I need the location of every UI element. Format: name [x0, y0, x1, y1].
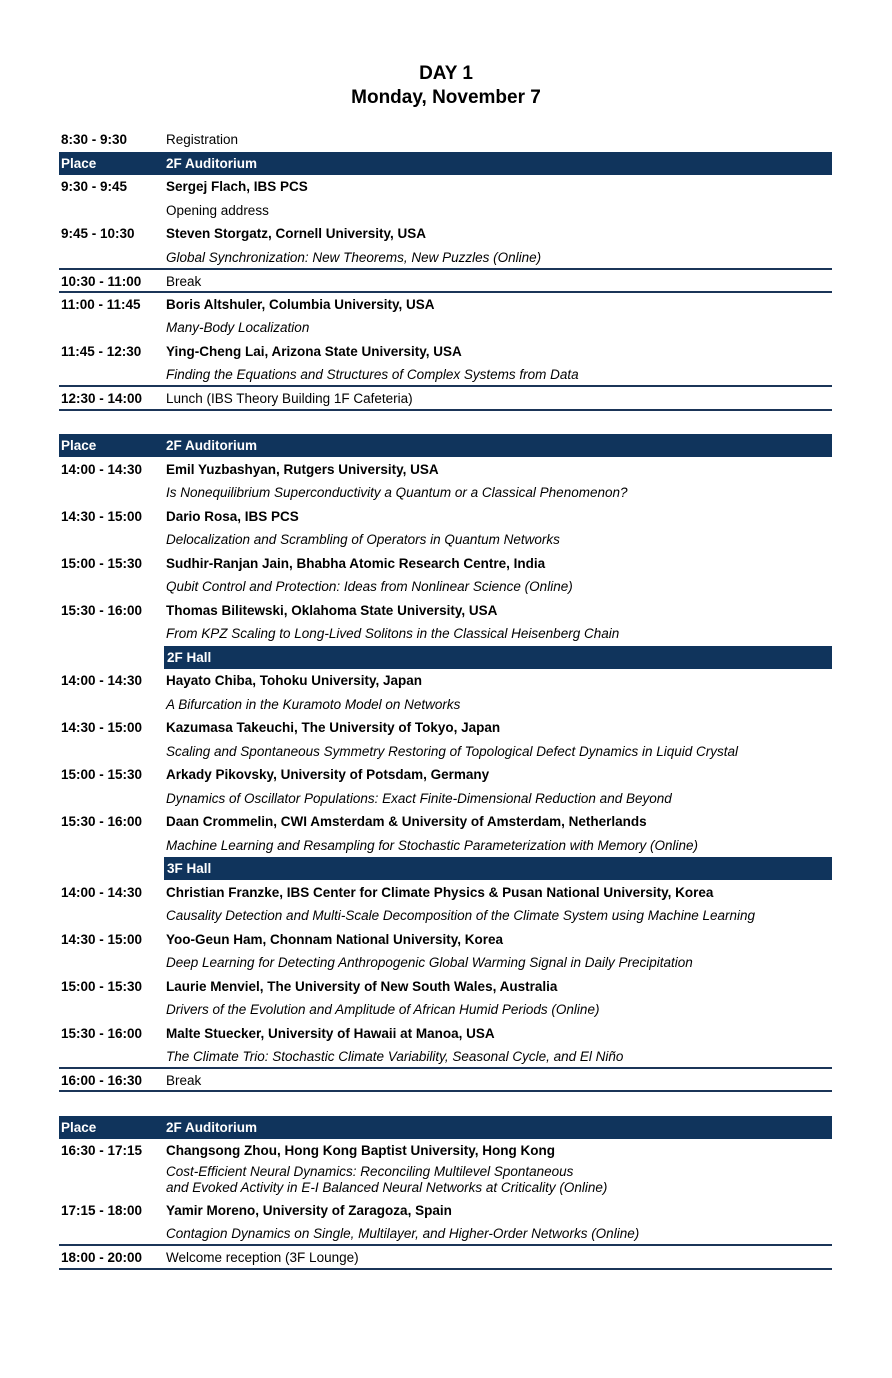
day-title: DAY 1	[419, 63, 473, 84]
talk-title: Is Nonequilibrium Superconductivity a Quantum or a Classical Phenomenon?	[166, 485, 628, 500]
schedule-row	[59, 669, 832, 692]
speaker: Emil Yuzbashyan, Rutgers University, USA	[166, 462, 439, 477]
schedule-row	[59, 458, 832, 481]
schedule-row	[59, 787, 832, 810]
time-slot: 16:00 - 16:30	[61, 1073, 143, 1088]
speaker: Daan Crommelin, CWI Amsterdam & University of Amsterdam, Netherlands	[166, 814, 647, 829]
talk-title: Qubit Control and Protection: Ideas from Nonlinear Science (Online)	[166, 579, 573, 594]
time-slot: 11:00 - 11:45	[61, 297, 141, 312]
schedule-row	[59, 528, 832, 551]
hall-name: 2F Hall	[167, 650, 212, 665]
schedule-row	[59, 552, 832, 575]
schedule-row	[59, 928, 832, 951]
time-slot: 14:30 - 15:00	[61, 720, 143, 735]
speaker: Yoo-Geun Ham, Chonnam National University, Korea	[166, 932, 504, 947]
speaker: Changsong Zhou, Hong Kong Baptist University, Hong Kong	[166, 1143, 555, 1158]
schedule-row	[59, 481, 832, 504]
event-label: Break	[166, 274, 202, 289]
schedule-row	[59, 904, 832, 927]
schedule-row	[59, 246, 832, 269]
time-slot: 14:30 - 15:00	[61, 932, 143, 947]
divider-line	[59, 1090, 832, 1092]
speaker: Hayato Chiba, Tohoku University, Japan	[166, 673, 423, 688]
schedule-row	[59, 175, 832, 198]
schedule-row	[59, 740, 832, 763]
talk-title: From KPZ Scaling to Long-Lived Solitons in the Classical Heisenberg Chain	[166, 626, 620, 641]
schedule-row	[59, 834, 832, 857]
speaker: Yamir Moreno, University of Zaragoza, Spain	[166, 1203, 452, 1218]
talk-title: Drivers of the Evolution and Amplitude of African Humid Periods (Online)	[166, 1002, 600, 1017]
schedule-row	[59, 1045, 832, 1068]
schedule-row-break	[59, 270, 832, 293]
talk-title	[166, 1164, 607, 1196]
place-label: Place	[61, 438, 97, 453]
schedule-row	[59, 293, 832, 316]
time-slot: 15:30 - 16:00	[61, 1026, 143, 1041]
schedule-row	[59, 975, 832, 998]
place-name: 2F Auditorium	[166, 1120, 257, 1135]
time-slot: 16:30 - 17:15	[61, 1143, 143, 1158]
place-header-bar	[59, 1116, 832, 1139]
talk-title: Scaling and Spontaneous Symmetry Restoring of Topological Defect Dynamics in Liquid Crystal	[166, 744, 739, 759]
time-slot: 14:00 - 14:30	[61, 462, 143, 477]
time-slot: 17:15 - 18:00	[61, 1203, 143, 1218]
hall-header-bar	[164, 857, 832, 880]
hall-name: 3F Hall	[167, 861, 212, 876]
time-slot: 15:30 - 16:00	[61, 603, 143, 618]
schedule-row	[59, 505, 832, 528]
talk-title: The Climate Trio: Stochastic Climate Variability, Seasonal Cycle, and El Niño	[166, 1049, 624, 1064]
time-slot: 14:00 - 14:30	[61, 885, 143, 900]
schedule-row	[59, 693, 832, 716]
event-label: Lunch (IBS Theory Building 1F Cafeteria)	[166, 391, 413, 406]
schedule-row	[59, 1022, 832, 1045]
schedule-row	[59, 316, 832, 339]
schedule-row	[59, 363, 832, 386]
schedule-row-break	[59, 1069, 832, 1092]
schedule-row	[59, 998, 832, 1021]
speaker: Sergej Flach, IBS PCS	[166, 179, 308, 194]
schedule-row-lunch	[59, 387, 832, 410]
time-slot: 15:00 - 15:30	[61, 767, 143, 782]
speaker: Ying-Cheng Lai, Arizona State University, USA	[166, 344, 462, 359]
time-slot: 15:00 - 15:30	[61, 556, 143, 571]
talk-title: Global Synchronization: New Theorems, New Puzzles (Online)	[166, 250, 542, 265]
time-slot: 8:30 - 9:30	[61, 132, 128, 147]
schedule-row	[59, 1199, 832, 1222]
schedule-row	[59, 575, 832, 598]
speaker: Thomas Bilitewski, Oklahoma State University, USA	[166, 603, 498, 618]
day-date: Monday, November 7	[351, 87, 541, 108]
schedule-row	[59, 716, 832, 739]
talk-title: Contagion Dynamics on Single, Multilayer, and Higher-Order Networks (Online)	[166, 1226, 640, 1241]
speaker: Boris Altshuler, Columbia University, USA	[166, 297, 435, 312]
schedule-row	[59, 881, 832, 904]
schedule-row	[59, 1139, 832, 1162]
time-slot: 10:30 - 11:00	[61, 274, 142, 289]
place-header-bar	[59, 152, 832, 175]
talk-title-line: Cost-Efficient Neural Dynamics: Reconciling Multilevel Spontaneous	[166, 1164, 574, 1179]
schedule-row	[59, 340, 832, 363]
schedule-row-registration	[59, 128, 832, 151]
talk-title-line: and Evoked Activity in E-I Balanced Neural Networks at Criticality (Online)	[166, 1180, 608, 1195]
event-label: Break	[166, 1073, 202, 1088]
speaker: Dario Rosa, IBS PCS	[166, 509, 299, 524]
talk-title: Opening address	[166, 203, 269, 218]
speaker: Malte Stuecker, University of Hawaii at Manoa, USA	[166, 1026, 495, 1041]
place-label: Place	[61, 1120, 97, 1135]
divider-line	[59, 1268, 832, 1270]
schedule-row	[59, 622, 832, 645]
talk-title: Finding the Equations and Structures of Complex Systems from Data	[166, 367, 579, 382]
event-label: Registration	[166, 132, 239, 147]
place-name: 2F Auditorium	[166, 438, 257, 453]
schedule-row-reception	[59, 1246, 832, 1269]
schedule-row	[59, 763, 832, 786]
talk-title: Machine Learning and Resampling for Stochastic Parameterization with Memory (Online)	[166, 838, 698, 853]
time-slot: 18:00 - 20:00	[61, 1250, 143, 1265]
speaker: Arkady Pikovsky, University of Potsdam, Germany	[166, 767, 490, 782]
time-slot: 15:00 - 15:30	[61, 979, 143, 994]
talk-title: A Bifurcation in the Kuramoto Model on Networks	[166, 697, 461, 712]
hall-header-bar	[164, 646, 832, 669]
place-label: Place	[61, 156, 97, 171]
time-slot: 11:45 - 12:30	[61, 344, 142, 359]
time-slot: 14:00 - 14:30	[61, 673, 143, 688]
schedule-row	[59, 199, 832, 222]
place-name: 2F Auditorium	[166, 156, 257, 171]
schedule-row	[59, 222, 832, 245]
time-slot: 15:30 - 16:00	[61, 814, 143, 829]
talk-title: Deep Learning for Detecting Anthropogenic Global Warming Signal in Daily Precipitation	[166, 955, 693, 970]
speaker: Laurie Menviel, The University of New South Wales, Australia	[166, 979, 558, 994]
schedule-row	[59, 951, 832, 974]
speaker: Steven Storgatz, Cornell University, USA	[166, 226, 427, 241]
time-slot: 9:45 - 10:30	[61, 226, 135, 241]
speaker: Christian Franzke, IBS Center for Climate Physics & Pusan National University, Korea	[166, 885, 714, 900]
speaker: Sudhir-Ranjan Jain, Bhabha Atomic Research Centre, India	[166, 556, 546, 571]
talk-title: Delocalization and Scrambling of Operators in Quantum Networks	[166, 532, 560, 547]
speaker: Kazumasa Takeuchi, The University of Tokyo, Japan	[166, 720, 501, 735]
talk-title: Dynamics of Oscillator Populations: Exact Finite-Dimensional Reduction and Beyond	[166, 791, 672, 806]
talk-title: Many-Body Localization	[166, 320, 310, 335]
time-slot: 9:30 - 9:45	[61, 179, 128, 194]
place-header-bar	[59, 434, 832, 457]
time-slot: 14:30 - 15:00	[61, 509, 143, 524]
schedule-row	[59, 810, 832, 833]
schedule-row	[59, 1161, 832, 1197]
event-label: Welcome reception (3F Lounge)	[166, 1250, 359, 1265]
schedule-row	[59, 599, 832, 622]
divider-line	[59, 409, 832, 411]
talk-title: Causality Detection and Multi-Scale Decomposition of the Climate System using Machine Learning	[166, 908, 756, 923]
time-slot: 12:30 - 14:00	[61, 391, 143, 406]
schedule-row	[59, 1222, 832, 1245]
